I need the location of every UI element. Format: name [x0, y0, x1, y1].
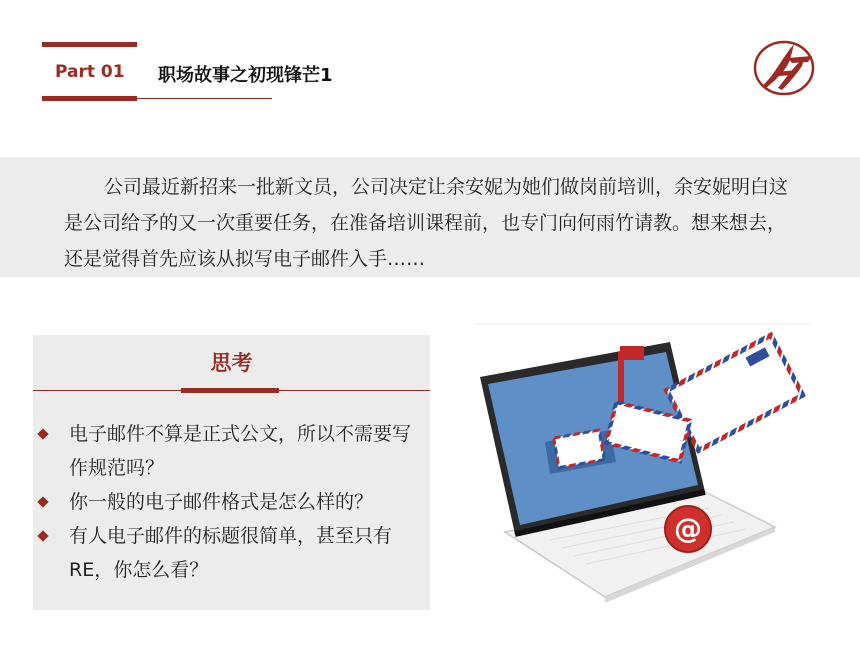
laptop-email-illustration	[470, 322, 815, 607]
header-bottom-bar	[42, 96, 137, 101]
part-label: Part 01	[55, 62, 125, 82]
header-top-bar	[42, 42, 137, 47]
svg-text:@: @	[674, 512, 702, 545]
list-item	[33, 417, 430, 485]
question-text: 电子邮件不算是正式公文，所以不需要写作规范吗？	[69, 423, 412, 479]
diamond-bullet-icon	[37, 428, 48, 439]
list-item	[33, 485, 430, 519]
header-underline	[137, 98, 272, 99]
intro-panel	[0, 157, 860, 277]
page-title: 职场故事之初现锋芒1	[158, 65, 333, 86]
question-text: 有人电子邮件的标题很简单，甚至只有RE，你怎么看？	[69, 525, 393, 581]
company-logo-icon	[752, 36, 816, 100]
list-item	[33, 519, 430, 587]
diamond-bullet-icon	[37, 496, 48, 507]
intro-paragraph: 公司最近新招来一批新文员，公司决定让余安妮为她们做岗前培训，余安妮明白这是公司给予的又一次重要任务，在准备培训课程前，也专门向何雨竹请教。想来想去，还是觉得首先应该从拟写电子邮件入手……	[64, 176, 789, 270]
think-panel	[33, 335, 430, 610]
think-title-underline	[181, 388, 279, 393]
question-list	[33, 417, 430, 587]
question-text: 你一般的电子邮件格式是怎么样的？	[69, 491, 374, 513]
diamond-bullet-icon	[37, 530, 48, 541]
think-title: 思考	[210, 351, 253, 375]
